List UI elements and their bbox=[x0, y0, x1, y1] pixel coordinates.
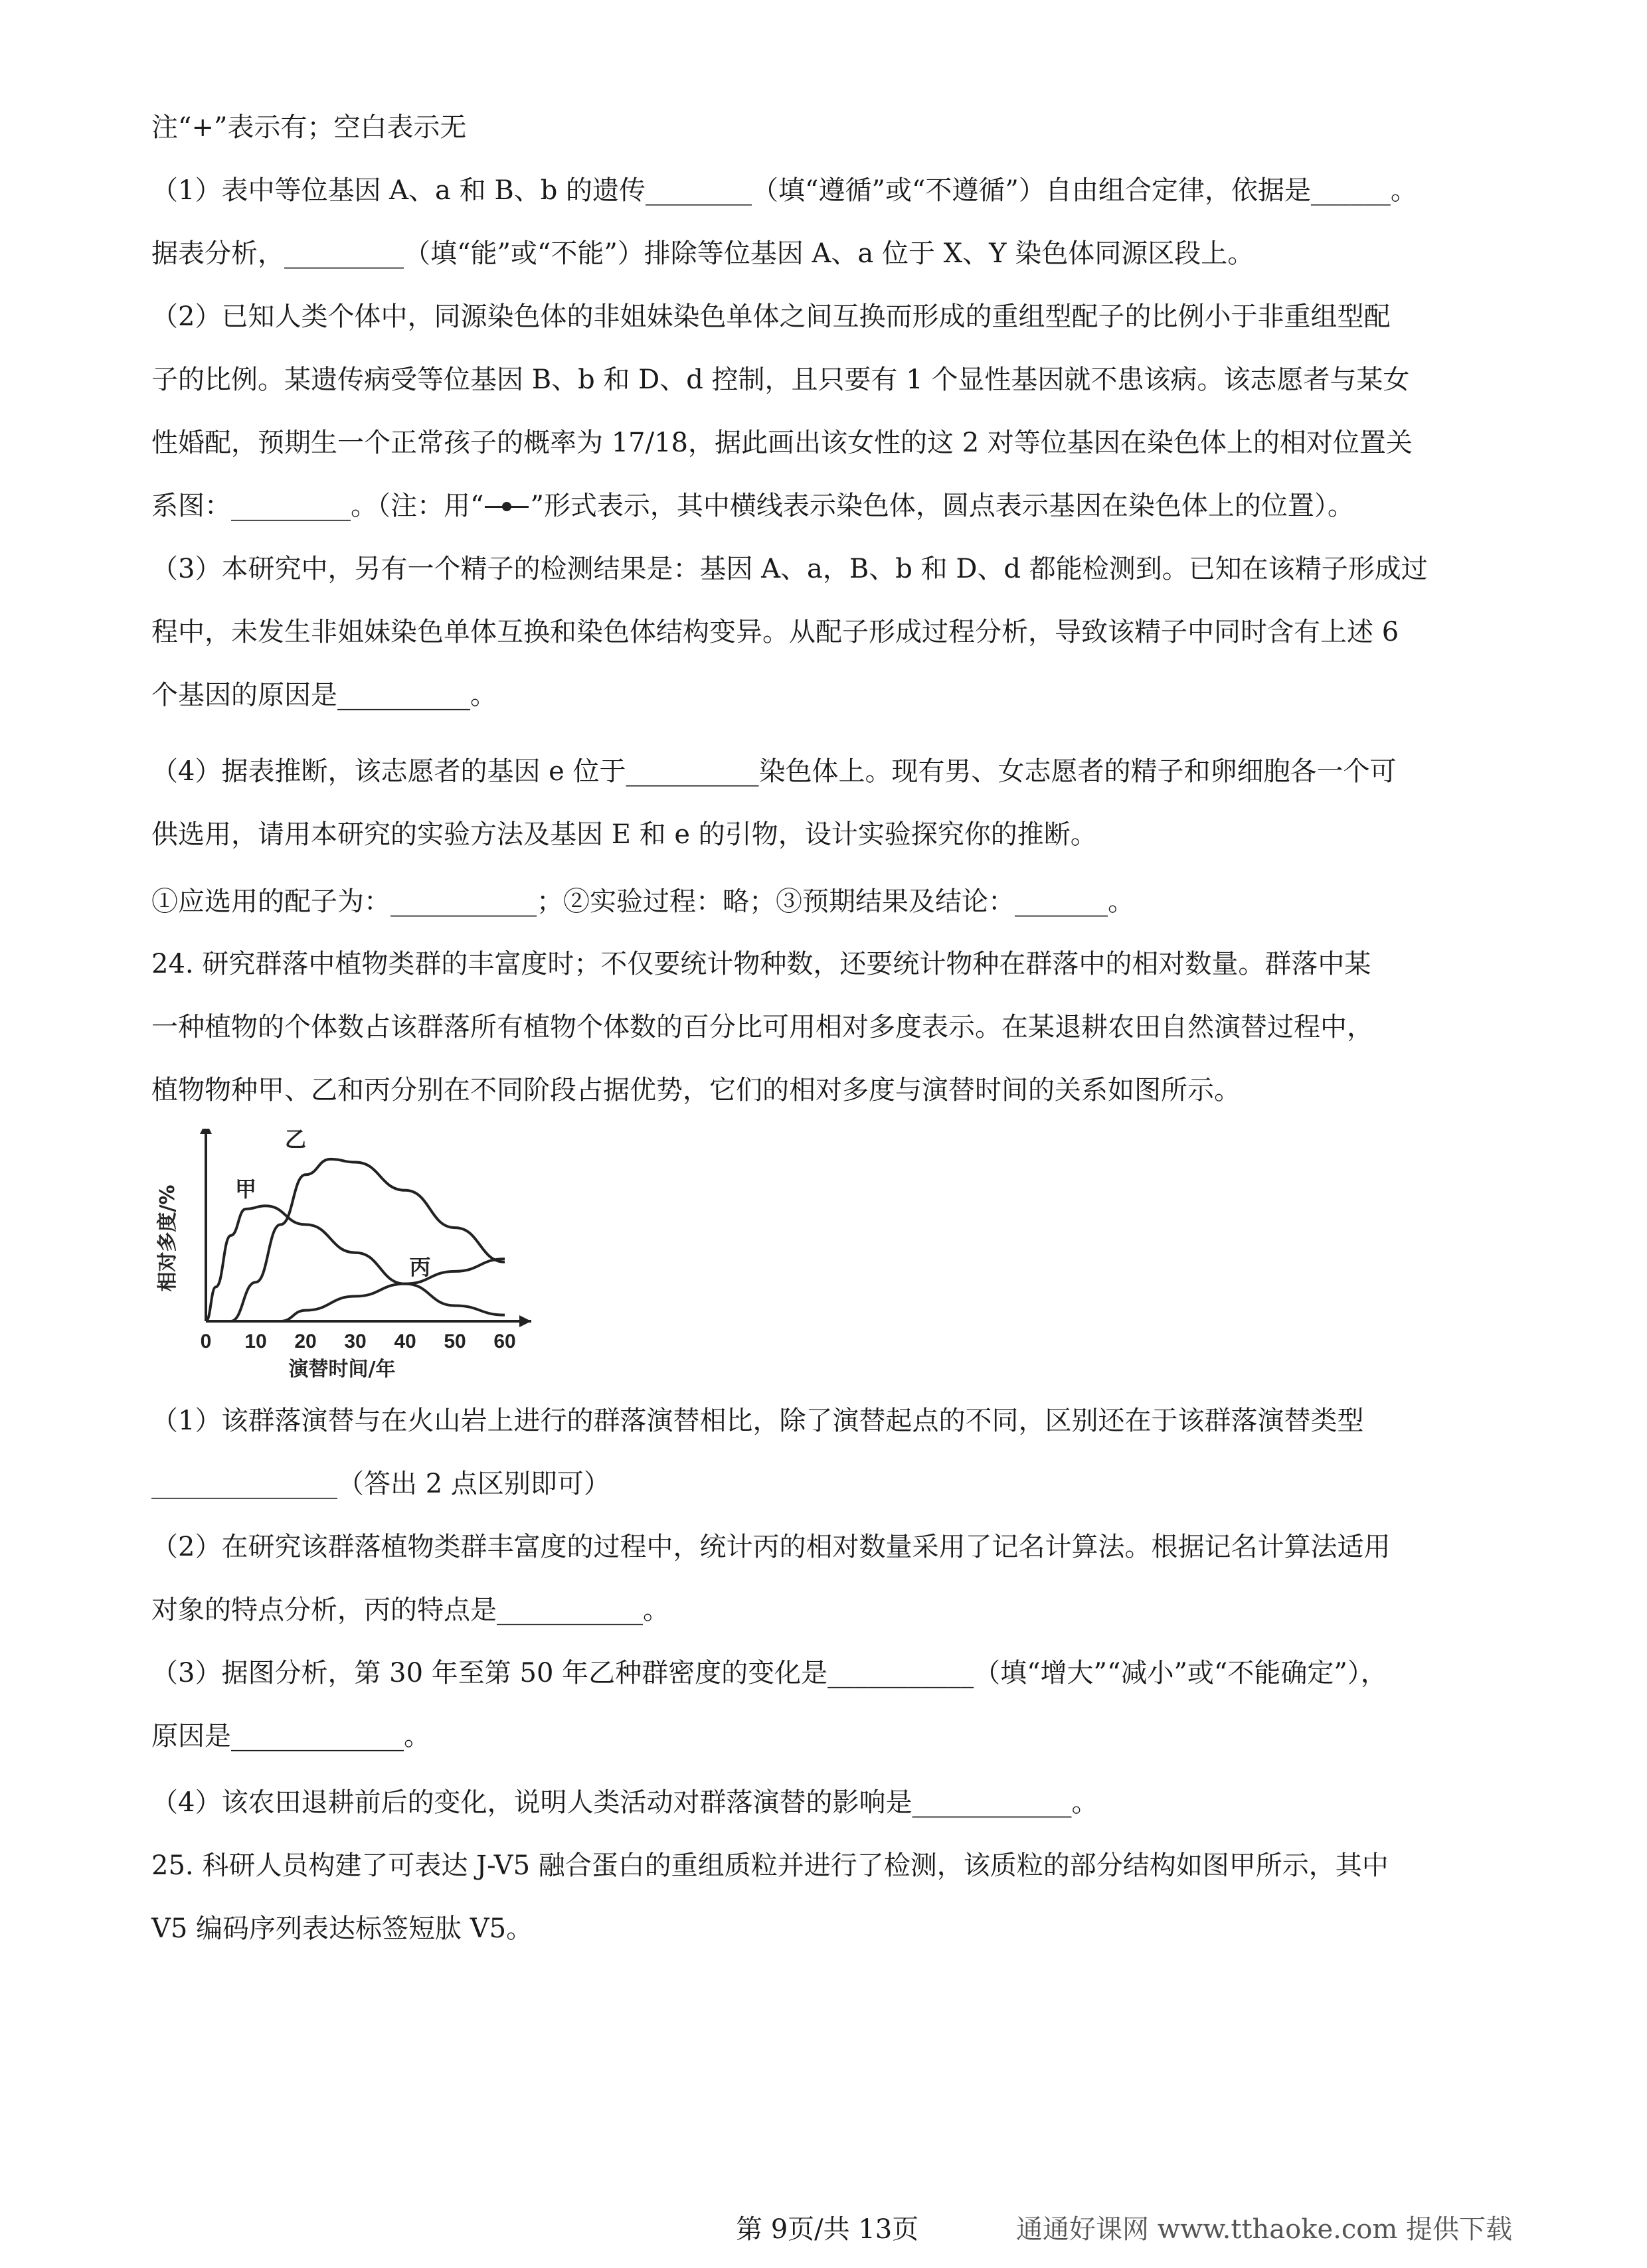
x-tick-label: 50 bbox=[444, 1331, 466, 1352]
q23-3-line3: 个基因的原因是__________。 bbox=[151, 680, 497, 710]
q25-stem-line1: 25. 科研人员构建了可表达 J-V5 融合蛋白的重组质粒并进行了检测，该质粒的部分结构如图甲所示，其中 bbox=[151, 1850, 1389, 1881]
q23-2-line1: （2）已知人类个体中，同源染色体的非姐妹染色单体之间互换而形成的重组型配子的比例小于非重组型配 bbox=[151, 301, 1391, 332]
q23-1-line2: 据表分析，_________（填“能”或“不能”）排除等位基因 A、a 位于 X、Y 染色体同源区段上。 bbox=[151, 238, 1255, 269]
q23-2-line4-part1: 系图：_________。（注：用“ bbox=[151, 491, 484, 521]
y-axis-arrow-icon bbox=[200, 1129, 212, 1134]
q23-4-line3: ①应选用的配子为：___________；②实验过程：略；③预期结果及结论：_______。 bbox=[151, 886, 1134, 917]
q24-1-line1: （1）该群落演替与在火山岩上进行的群落演替相比，除了演替起点的不同，区别还在于该群落演替类型 bbox=[151, 1406, 1364, 1436]
page-number: 第 9页/共 13页 bbox=[736, 2214, 919, 2245]
series-curve-丙 bbox=[281, 1259, 505, 1321]
x-tick-label: 40 bbox=[394, 1331, 416, 1352]
q23-2-line4 bbox=[151, 487, 1494, 525]
q23-3-line1: （3）本研究中，另有一个精子的检测结果是：基因 A、a，B、b 和 D、d 都能检测到。已知在该精子形成过 bbox=[151, 554, 1428, 584]
q23-4-line1: （4）据表推断，该志愿者的基因 e 位于__________染色体上。现有男、女志愿者的精子和卵细胞各一个可 bbox=[151, 756, 1397, 787]
q25-stem-line2: V5 编码序列表达标签短肽 V5。 bbox=[151, 1913, 533, 1944]
q23-4-line2: 供选用，请用本研究的实验方法及基因 E 和 e 的引物，设计实验探究你的推断。 bbox=[151, 819, 1097, 850]
q24-2-line1: （2）在研究该群落植物类群丰富度的过程中，统计丙的相对数量采用了记名计算法。根据记名计算法适用 bbox=[151, 1532, 1391, 1562]
q23-2-line3: 性婚配，预期生一个正常孩子的概率为 17/18，据此画出该女性的这 2 对等位基因在染色体上的相对位置关 bbox=[151, 428, 1413, 458]
x-tick-label: 20 bbox=[294, 1331, 317, 1352]
series-curve-甲 bbox=[206, 1206, 505, 1321]
q24-stem-line2: 一种植物的个体数占该群落所有植物个体数的百分比可用相对多度表示。在某退耕农田自然演替过程中， bbox=[151, 1012, 1373, 1042]
q23-2-line2: 子的比例。某遗传病受等位基因 B、b 和 D、d 控制，且只要有 1 个显性基因就不患该病。该志愿者与某女 bbox=[151, 364, 1410, 395]
q24-stem-line3: 植物物种甲、乙和丙分别在不同阶段占据优势，它们的相对多度与演替时间的关系如图所示。 bbox=[151, 1075, 1241, 1105]
q24-4-line: （4）该农田退耕前后的变化，说明人类活动对群落演替的影响是____________。 bbox=[151, 1787, 1098, 1818]
q24-stem-line1: 24. 研究群落中植物类群的丰富度时；不仅要统计物种数，还要统计物种在群落中的相对数量。群落中某 bbox=[151, 949, 1371, 979]
x-axis-label: 演替时间/年 bbox=[288, 1358, 396, 1381]
q23-3-line2: 程中，未发生非姐妹染色单体互换和染色体结构变异。从配子形成过程分析，导致该精子中同时含有上述 6 bbox=[151, 617, 1399, 647]
series-curve-乙 bbox=[231, 1159, 505, 1321]
series-label: 乙 bbox=[284, 1129, 307, 1153]
watermark-text: 通通好课网 www.tthaoke.com 提供下载 bbox=[1016, 2214, 1512, 2245]
x-tick-label: 60 bbox=[493, 1331, 516, 1352]
q24-2-line2: 对象的特点分析，丙的特点是___________。 bbox=[151, 1595, 669, 1625]
x-tick-label: 30 bbox=[344, 1331, 367, 1352]
x-tick-label: 0 bbox=[200, 1331, 212, 1352]
series-label: 丙 bbox=[409, 1254, 431, 1280]
q23-2-line4-part2: ”形式表示，其中横线表示染色体，圆点表示基因在染色体上的位置）。 bbox=[530, 491, 1354, 521]
chromosome-symbol-icon bbox=[483, 493, 530, 520]
note-line: 注“+”表示有；空白表示无 bbox=[151, 112, 467, 143]
q24-3-line2: 原因是_____________。 bbox=[151, 1721, 430, 1751]
x-tick-label: 10 bbox=[244, 1331, 267, 1352]
q24-3-line1: （3）据图分析，第 30 年至第 50 年乙种群密度的变化是___________（填“增大”“减小”或“不能确定”）， bbox=[151, 1658, 1387, 1688]
q23-1-line1: （1）表中等位基因 A、a 和 B、b 的遗传________（填“遵循”或“不遵循”）自由组合定律，依据是______。 bbox=[151, 175, 1417, 206]
x-axis-arrow-icon bbox=[519, 1315, 531, 1327]
series-label: 甲 bbox=[234, 1176, 257, 1202]
relative-abundance-chart bbox=[146, 1129, 558, 1394]
q24-1-line2: ______________（答出 2 点区别即可） bbox=[151, 1469, 610, 1499]
y-axis-label: 相对多度/% bbox=[156, 1184, 179, 1292]
